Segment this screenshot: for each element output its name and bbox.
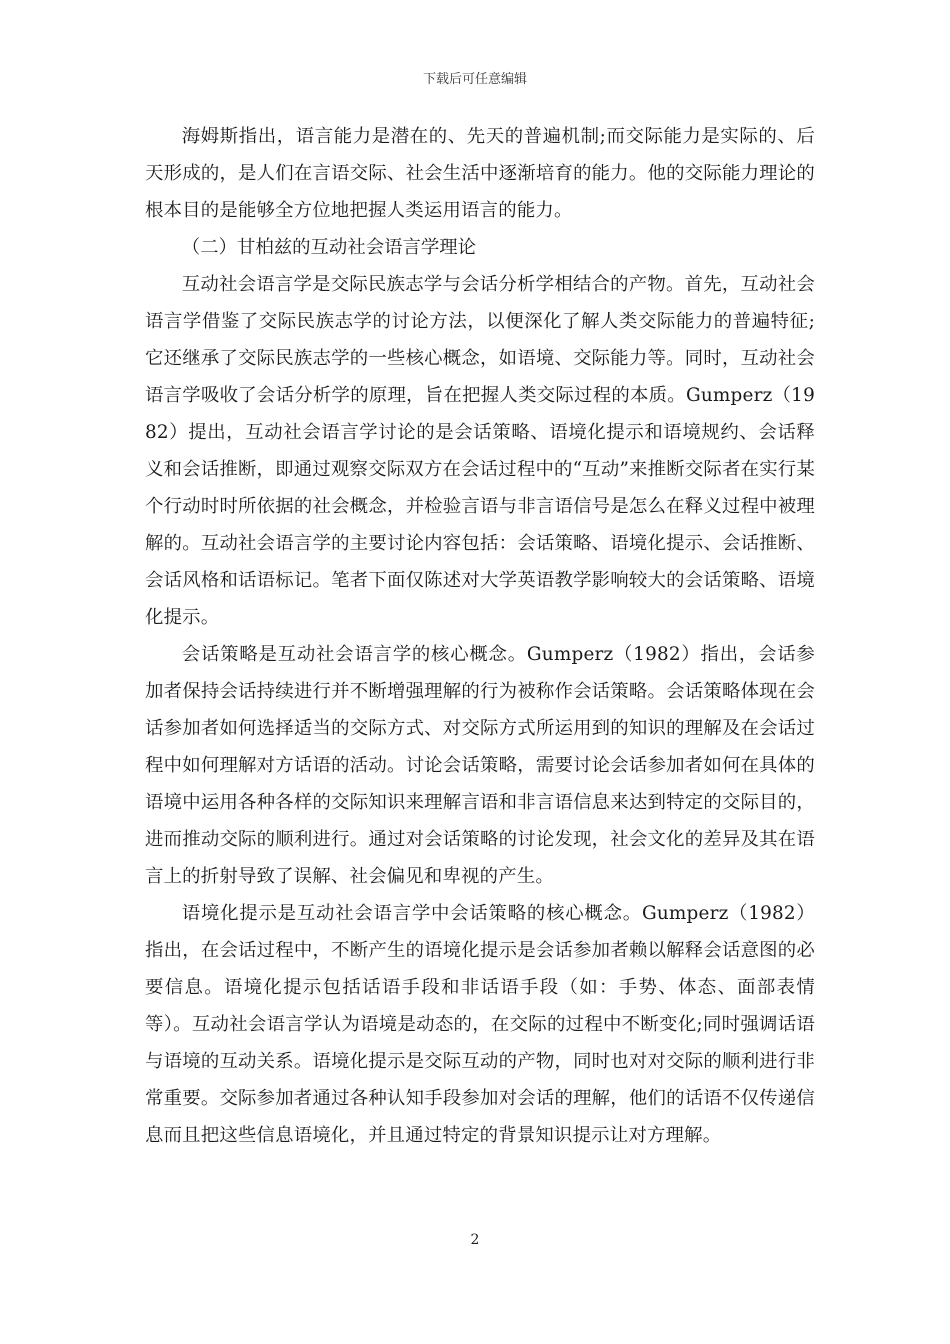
section-heading: （二）甘柏兹的互动社会语言学理论: [181, 237, 477, 258]
document-body: [145, 118, 815, 1154]
page-number: 2: [470, 1232, 480, 1248]
paragraph-interactional-sociolinguistics: 互动社会语言学是交际民族志学与会话分析学相结合的产物。首先，互动社会语言学借鉴了交际民族志学的讨论方法，以便深化了解人类交际能力的普遍特征;它还继承了交际民族志学的一些核心概念，如语境、交际能力等。同时，互动社会语言学吸收了会话分析学的原理，旨在把握人类交际过程的本质。Gumperz（1982）提出，互动社会语言学讨论的是会话策略、语境化提示和语境规约、会话释义和会话推断，即通过观察交际双方在会话过程中的“互动”来推断交际者在实行某个行动时时所依据的社会概念，并检验言语与非言语信号是怎么在释义过程中被理解的。互动社会语言学的主要讨论内容包括：会话策略、语境化提示、会话推断、会话风格和话语标记。笔者下面仅陈述对大学英语教学影响较大的会话策略、语境化提示。: [145, 274, 815, 628]
paragraph-contextualization-cues: 语境化提示是互动社会语言学中会话策略的核心概念。Gumperz（1982）指出，在会话过程中，不断产生的语境化提示是会话参加者赖以解释会话意图的必要信息。语境化提示包括话语手段和非话语手段（如：手势、体态、面部表情等）。互动社会语言学认为语境是动态的，在交际的过程中不断变化;同时强调话语与语境的互动关系。语境化提示是交际互动的产物，同时也对对交际的顺利进行非常重要。交际参加者通过各种认知手段参加对会话的理解，他们的话语不仅传递信息而且把这些信息语境化，并且通过特定的背景知识提示让对方理解。: [145, 903, 815, 1146]
paragraph-conversational-strategy: 会话策略是互动社会语言学的核心概念。Gumperz（1982）指出，会话参加者保持会话持续进行并不断增强理解的行为被称作会话策略。会话策略体现在会话参加者如何选择适当的交际方式、对交际方式所运用到的知识的理解及在会话过程中如何理解对方话语的活动。讨论会话策略，需要讨论会话参加者如何在具体的语境中运用各种各样的交际知识来理解言语和非言语信息来达到特定的交际目的，进而推动交际的顺利进行。通过对会话策略的讨论发现，社会文化的差异及其在语言上的折射导致了误解、社会偏见和卑视的产生。: [145, 644, 815, 887]
paragraph-hymes: 海姆斯指出，语言能力是潜在的、先天的普遍机制;而交际能力是实际的、后天形成的，是人们在言语交际、社会生活中逐渐培育的能力。他的交际能力理论的根本目的是能够全方位地把握人类运用语言的能力。: [145, 126, 815, 221]
page-header: 下载后可任意编辑: [422, 72, 527, 87]
